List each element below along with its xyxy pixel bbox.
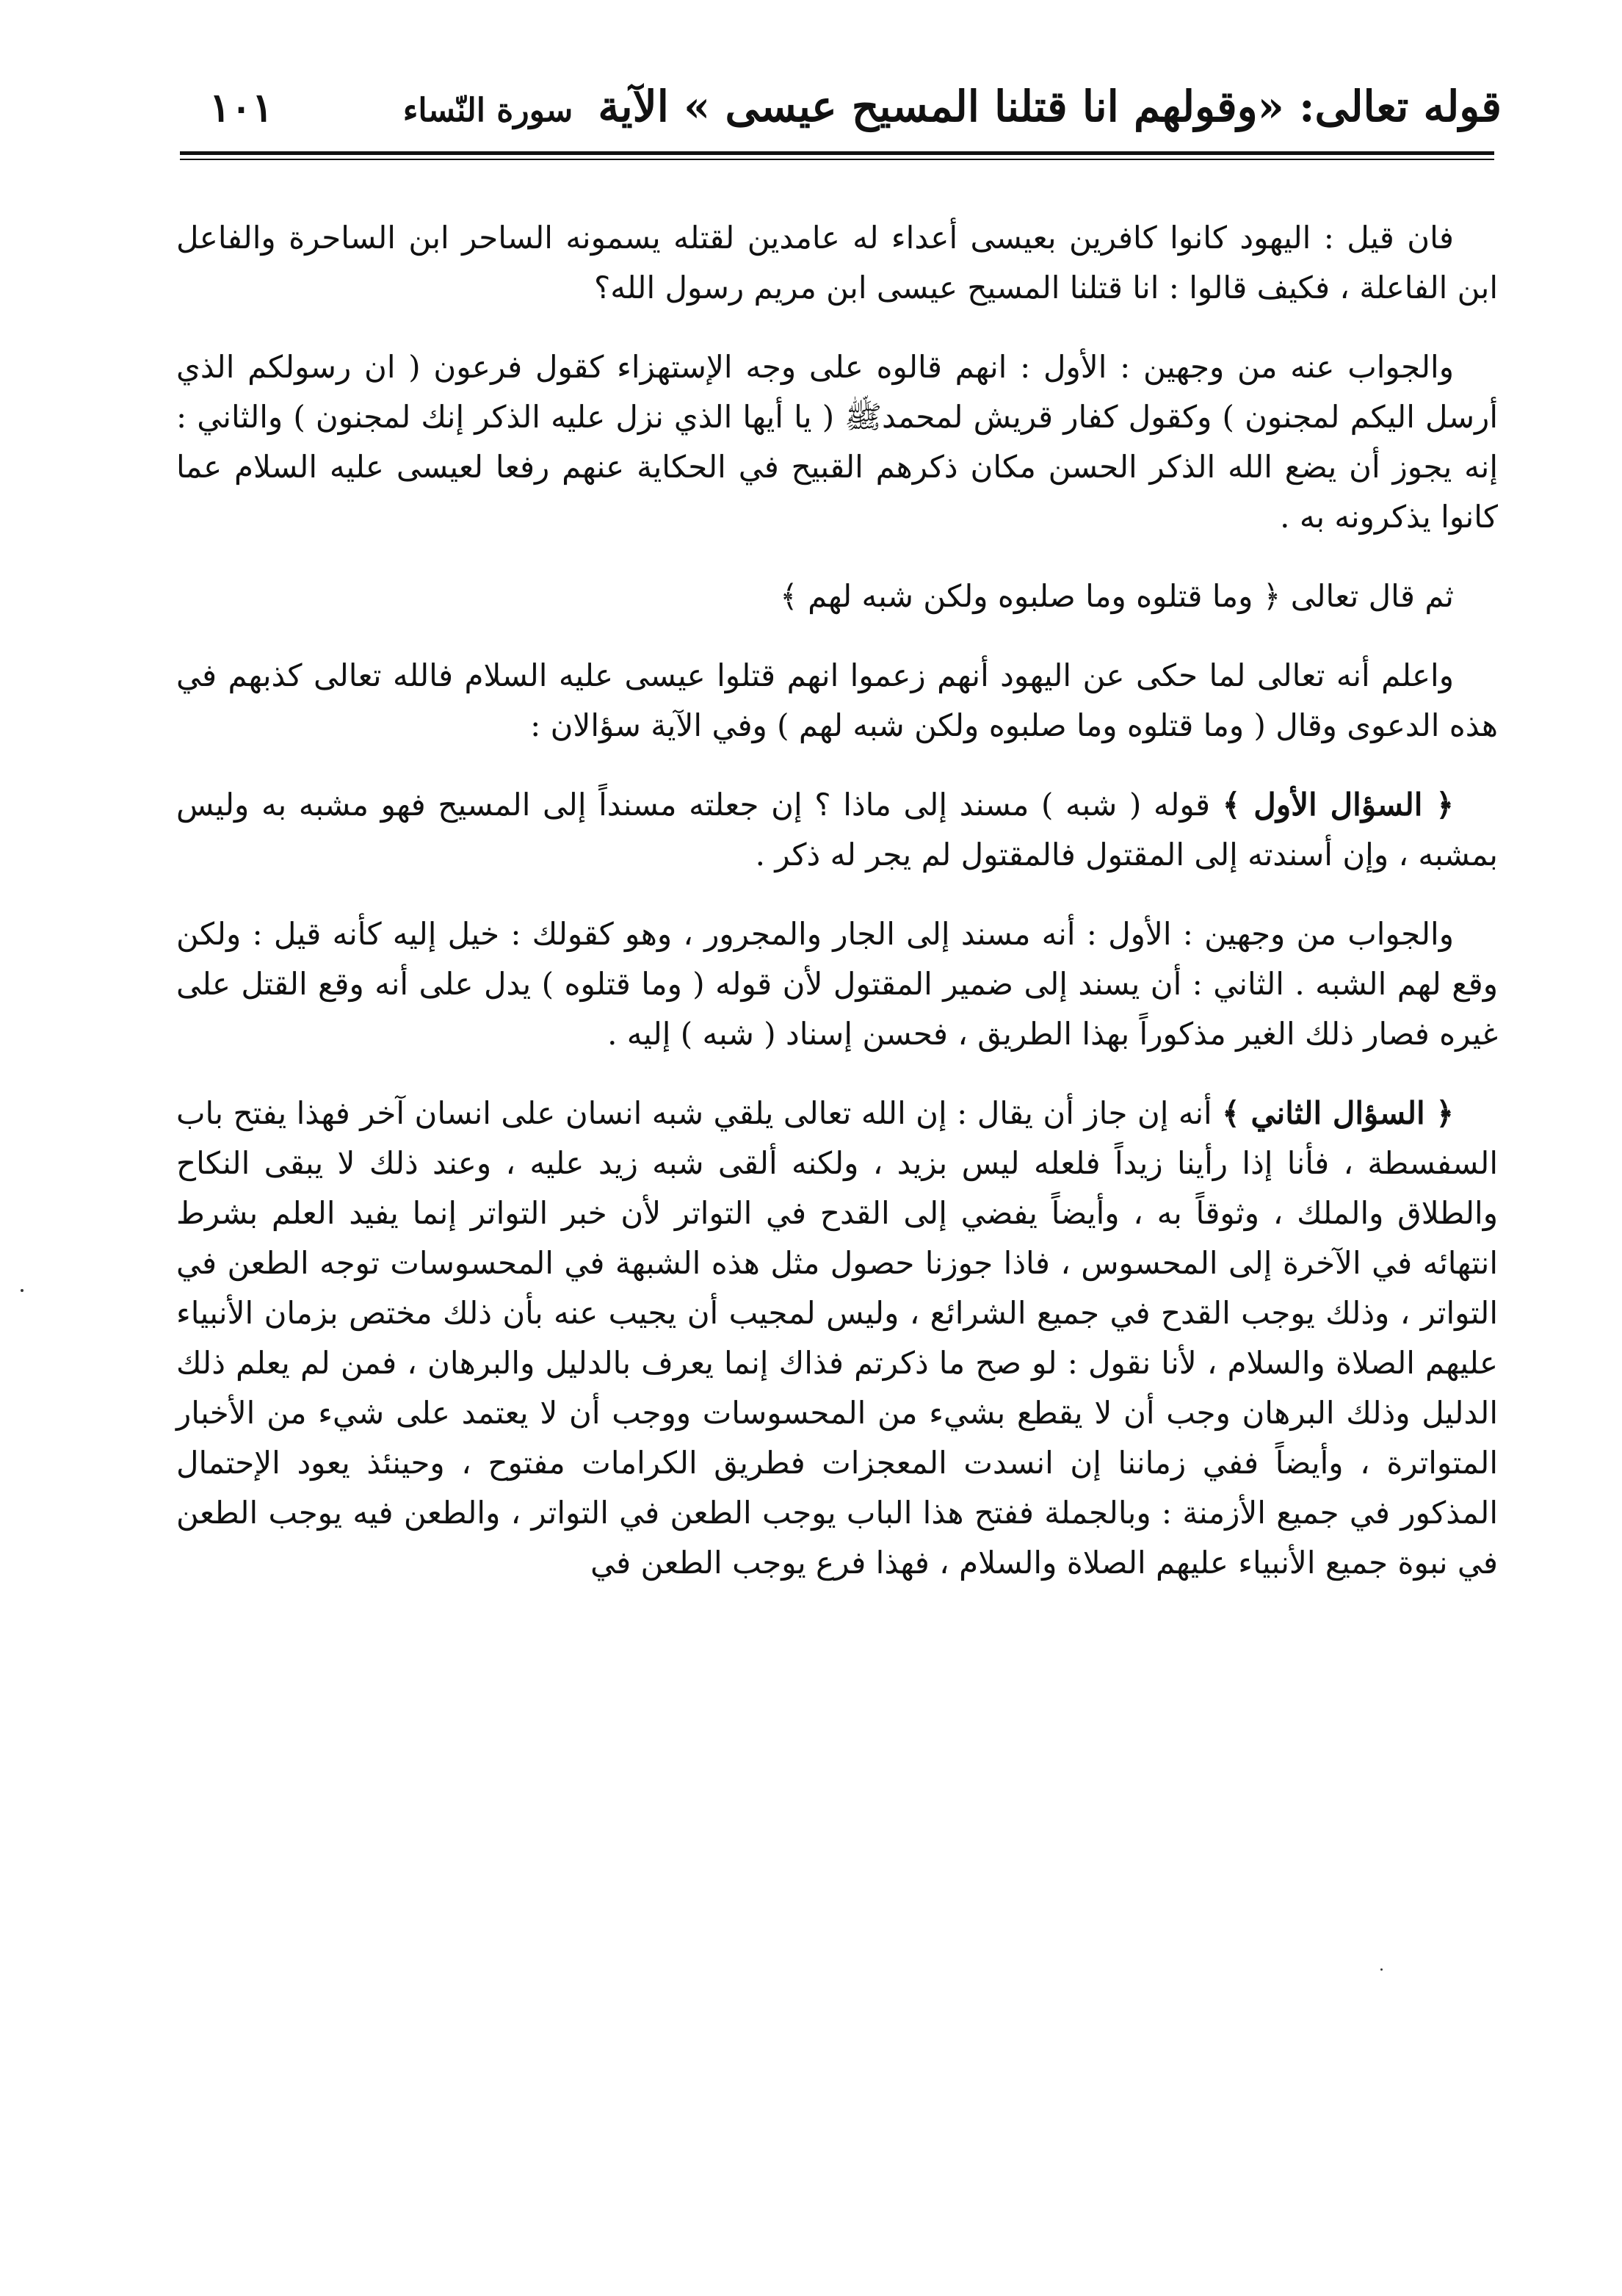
header-title-line xyxy=(403,70,1502,148)
header-title: قوله تعالى: «وقولهم انا قتلنا المسيح عيسى » الآية xyxy=(598,82,1502,131)
paragraph-answer-two-aspects: والجواب عنه من وجهين : الأول : انهم قالوه على وجه الإستهزاء كقول فرعون ( ان رسولكم الذي أرسل اليكم لمجنون ) وكقول كفار قريش لمحمدﷺ ( يا أيها الذي نزل عليه الذكر إنك لمجنون ) والثاني : إنه يجوز أن يضع الله الذكر الحسن مكان ذكرهم القبيح في الحكاية عنهم رفعا لعيسى عليه السلام عما كانوا يذكرونه به . xyxy=(176,349,1498,535)
scan-speck xyxy=(1380,1968,1383,1971)
question-two-text: أنه إن جاز أن يقال : إن الله تعالى يلقي شبه انسان على انسان آخر فهذا يفتح باب السفسطة ، فأنا إذا رأينا زيداً فلعله ليس بزيد ، ولكنه ألقى شبه زيد عليه ، وعند ذلك لا يبقى النكاح والطلاق والملك ، وثوقاً به ، وأيضاً يفضي إلى القدح في التواتر لأن خبر التواتر إنما يفيد العلم بشرط انتهائه في الآخرة إلى المحسوس ، فاذا جوزنا حصول مثل هذه الشبهة في المحسوسات توجه الطعن في التواتر ، وذلك يوجب القدح في جميع الشرائع ، وليس لمجيب أن يجيب عنه بأن ذلك مختص بزمان الأنبياء عليهم الصلاة والسلام ، لأنا نقول : لو صح ما ذكرتم فذاك إنما يعرف بالدليل والبرهان ، فمن لم يعلم ذلك الدليل وذلك البرهان وجب أن لا يقطع بشيء من المحسوسات ووجب أن لا يعتمد على شيء من الأخبار المتواترة ، وأيضاً ففي زماننا إن انسدت المعجزات فطريق الكرامات مفتوح ، وحينئذ يعود الإحتمال المذكور في جميع الأزمنة : وبالجملة ففتح هذا الباب يوجب الطعن في التواتر ، والطعن فيه يوجب الطعن في نبوة جميع الأنبياء عليهم الصلاة والسلام ، فهذا فرع يوجب الطعن في xyxy=(176,1095,1498,1581)
paragraph-answer-one: والجواب من وجهين : الأول : أنه مسند إلى الجار والمجرور ، وهو كقولك : خيل إليه كأنه قيل : ولكن وقع لهم الشبه . الثاني : أن يسند إلى ضمير المقتول لأن قوله ( وما قتلوه ) يدل على أنه وقع القتل على غيره فصار ذلك الغير مذكوراً بهذا الطريق ، فحسن إسناد ( شبه ) إليه . xyxy=(176,916,1498,1052)
header-rule xyxy=(180,151,1494,155)
running-header xyxy=(169,70,1502,151)
paragraph-question-two xyxy=(176,1089,1498,1588)
paragraph-question: فان قيل : اليهود كانوا كافرين بعيسى أعداء له عامدين لقتله يسمونه الساحر ابن الساحرة والفاعل ابن الفاعلة ، فكيف قالوا : انا قتلنا المسيح عيسى ابن مريم رسول الله؟ xyxy=(176,220,1498,306)
body-text xyxy=(176,213,1498,1588)
question-one-text: قوله ( شبه ) مسند إلى ماذا ؟ إن جعلته مسنداً إلى المسيح فهو مشبه به وليس بمشبه ، وإن أسندته إلى المقتول فالمقتول لم يجر له ذكر . xyxy=(176,787,1498,873)
page-number: ١٠١ xyxy=(209,84,274,131)
paragraph-verse-quote: ثم قال تعالى ﴿ وما قتلوه وما صلبوه ولكن شبه لهم ﴾ xyxy=(780,578,1454,614)
question-one-label: ﴿ السؤال الأول ﴾ xyxy=(1222,787,1454,823)
header-surah: سورة النّساء xyxy=(402,92,573,129)
header-rule-thin xyxy=(180,159,1494,160)
paragraph-question-one xyxy=(176,780,1498,880)
paragraph-know-that: واعلم أنه تعالى لما حكى عن اليهود أنهم زعموا انهم قتلوا عيسى عليه السلام فالله تعالى كذبهم في هذه الدعوى وقال ( وما قتلوه وما صلبوه ولكن شبه لهم ) وفي الآية سؤالان : xyxy=(176,657,1498,743)
question-two-label: ﴿ السؤال الثاني ﴾ xyxy=(1222,1095,1454,1131)
scan-speck xyxy=(21,1289,23,1292)
